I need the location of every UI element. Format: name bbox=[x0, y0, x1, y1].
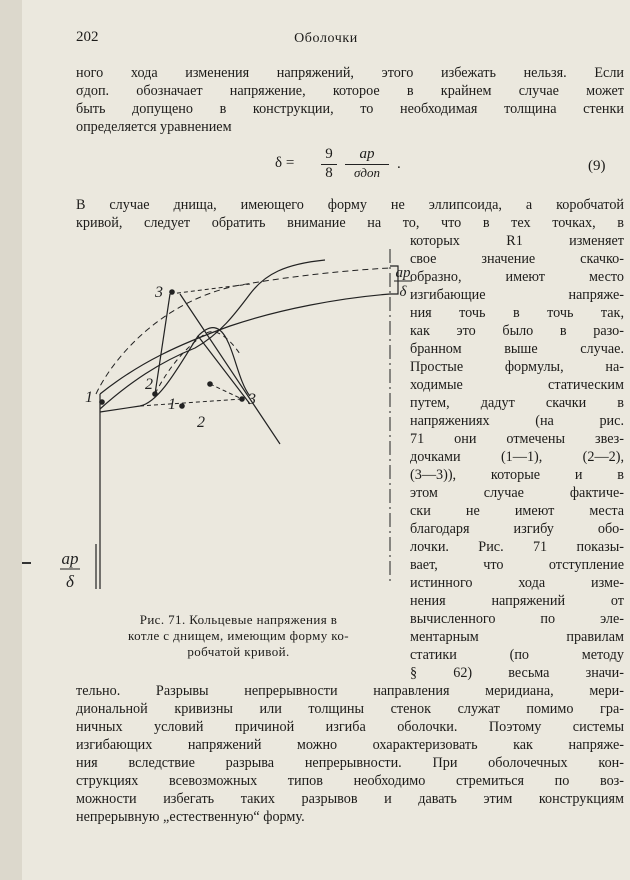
column-line: ходимые статическим bbox=[410, 377, 624, 393]
top-label-num: ap bbox=[395, 265, 411, 281]
column-line: § 62) весьма значи- bbox=[410, 665, 624, 681]
column-line: свое значение скачко- bbox=[410, 251, 624, 267]
point-label: 2 bbox=[145, 376, 153, 393]
column-line: 71 они отмечены звез- bbox=[410, 431, 624, 447]
caption-line: Рис. 71. Кольцевые напряжения в bbox=[139, 612, 338, 627]
book-page bbox=[22, 0, 630, 880]
fraction-numerator: ар bbox=[359, 146, 375, 162]
star-marker-2 bbox=[152, 391, 158, 397]
dashed-connector-2 bbox=[140, 399, 242, 406]
bottom-label-den: δ bbox=[66, 572, 74, 591]
stress-curve-solid bbox=[100, 260, 325, 409]
point-label: 3 bbox=[155, 284, 163, 301]
main-fraction bbox=[345, 146, 389, 183]
equation-period: . bbox=[397, 156, 401, 172]
text-line: σдоп. обозначает напряжение, которое в крайнем случае может bbox=[76, 83, 624, 99]
coefficient-denominator: 8 bbox=[321, 164, 337, 183]
top-label-den: δ bbox=[399, 284, 407, 300]
equation-number: (9) bbox=[588, 158, 606, 174]
star-marker-1 bbox=[99, 399, 105, 405]
normal-line-3 bbox=[155, 294, 170, 394]
dashed-connector-3 bbox=[210, 384, 242, 399]
column-line: лочки. Рис. 71 показы- bbox=[410, 539, 624, 555]
text-line: определяется уравнением bbox=[76, 119, 232, 135]
column-line: Простые формулы, на- bbox=[410, 359, 624, 375]
star-marker-6 bbox=[239, 396, 245, 402]
normal-line-2 bbox=[180, 294, 280, 444]
point-label: 3 bbox=[248, 391, 256, 408]
figure-71 bbox=[61, 244, 411, 614]
column-line: ментарным правилам bbox=[410, 629, 624, 645]
column-line: ски не имеют места bbox=[410, 503, 624, 519]
running-title: Оболочки bbox=[294, 31, 358, 46]
margin-mark bbox=[22, 562, 31, 564]
column-line: статики (по методу bbox=[410, 647, 624, 663]
column-line: вает, что отступление bbox=[410, 557, 624, 573]
coefficient-fraction bbox=[321, 146, 337, 183]
column-line: благодаря изгибу обо- bbox=[410, 521, 624, 537]
figure-caption bbox=[76, 612, 401, 660]
text-line: В случае днища, имеющего форму не эллипсоида, а коробчатой bbox=[76, 197, 624, 213]
column-line: образно, имеют место bbox=[410, 269, 624, 285]
fraction-denominator: σдоп bbox=[345, 164, 389, 183]
text-line: непрерывную „естественную“ форму. bbox=[76, 809, 305, 825]
text-line: диональной кривизны или толщины стенок служат помимо гра- bbox=[76, 701, 624, 717]
caption-line: котле с днищем, имеющим форму ко- bbox=[128, 628, 349, 643]
normal-line-1 bbox=[198, 336, 250, 404]
caption-line: робчатой кривой. bbox=[187, 644, 290, 659]
column-line: ния точь в точь так, bbox=[410, 305, 624, 321]
column-line: этом случае фактиче- bbox=[410, 485, 624, 501]
column-line: как это было в разо- bbox=[410, 323, 624, 339]
star-marker-4 bbox=[179, 403, 185, 409]
page-number: 202 bbox=[76, 29, 99, 45]
column-line: изгибающие напряже- bbox=[410, 287, 624, 303]
text-line: быть допущено в конструкции, то необходимая толщина стенки bbox=[76, 101, 624, 117]
equation-lhs: δ = bbox=[275, 155, 295, 171]
text-line: тельно. Разрывы непрерывности направления меридиана, мери- bbox=[76, 683, 624, 699]
column-line: которых R1 изменяет bbox=[410, 233, 624, 249]
column-line: нения напряжений от bbox=[410, 593, 624, 609]
text-line: ничных условий причиной изгиба оболочки. Поэтому системы bbox=[76, 719, 624, 735]
column-line: дочками (1—1), (2—2), bbox=[410, 449, 624, 465]
stress-curve-dashed bbox=[96, 268, 390, 394]
text-line: изгибающих напряжений можно охарактеризовать как напряже- bbox=[76, 737, 624, 753]
bottom-label-num: ap bbox=[61, 549, 79, 568]
text-line: ного хода изменения напряжений, этого избежать нельзя. Если bbox=[76, 65, 624, 81]
point-label: 1 bbox=[168, 396, 176, 413]
equation-9 bbox=[275, 146, 425, 182]
point-label: 1 bbox=[85, 389, 93, 406]
text-line: кривой, следует обратить внимание на то, что в тех точках, в bbox=[76, 215, 624, 231]
star-marker-3 bbox=[169, 289, 175, 295]
column-line: (3—3)), которые и в bbox=[410, 467, 624, 483]
text-line: струкциях всевозможных типов необходимо стремиться по воз- bbox=[76, 773, 624, 789]
text-line: можности избегать таких разрывов и давать этим конструкциям bbox=[76, 791, 624, 807]
star-marker-5 bbox=[207, 381, 213, 387]
column-line: вычисленного по эле- bbox=[410, 611, 624, 627]
point-label: 2 bbox=[197, 414, 205, 431]
column-line: истинного хода изме- bbox=[410, 575, 624, 591]
column-line: путем, дадут скачки в bbox=[410, 395, 624, 411]
coefficient-numerator: 9 bbox=[325, 146, 333, 162]
column-line: бранном выше случае. bbox=[410, 341, 624, 357]
shell-contour bbox=[100, 294, 390, 394]
text-line: ния вследствие разрыва непрерывности. При оболочечных кон- bbox=[76, 755, 624, 771]
column-line: напряжениях (на рис. bbox=[410, 413, 624, 429]
